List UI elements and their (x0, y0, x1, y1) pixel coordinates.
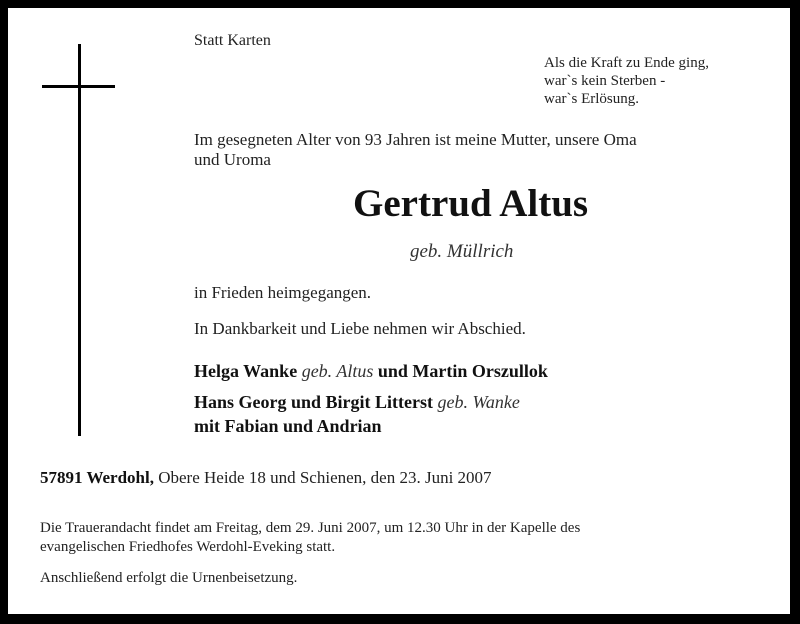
mourner-name: Helga Wanke (194, 361, 298, 381)
quote-line: war`s Erlösung. (544, 91, 639, 107)
mourner-line-1 (194, 359, 548, 383)
quote-line: war`s kein Sterben - (544, 73, 666, 89)
intro-text (194, 130, 637, 170)
mourner-rest: und Martin Orszullok (377, 361, 548, 381)
quote-block (544, 54, 709, 108)
mourner-name: Hans Georg und Birgit Litterst (194, 392, 433, 412)
obituary-notice (8, 8, 790, 614)
header-statt-karten: Statt Karten (194, 32, 271, 49)
location-city: 57891 Werdohl, (40, 468, 154, 487)
location-rest: Obere Heide 18 und Schienen, den 23. Juni 2007 (158, 468, 492, 487)
service-line: evangelischen Friedhofes Werdohl-Eveking statt. (40, 539, 336, 555)
mourner-line-2 (194, 390, 520, 414)
quote-line: Als die Kraft zu Ende ging, (544, 55, 709, 71)
cross-vertical-bar (78, 44, 81, 436)
intro-line: Im gesegneten Alter von 93 Jahren ist meine Mutter, unsere Oma (194, 130, 637, 149)
service-line: Die Trauerandacht findet am Freitag, dem 29. Juni 2007, um 12.30 Uhr in der Kapelle des (40, 520, 581, 536)
mourner-nee: geb. Altus (301, 361, 374, 381)
service-info (40, 519, 580, 557)
deceased-name: Gertrud Altus (353, 182, 589, 225)
location-date (40, 468, 492, 488)
maiden-name: geb. Müllrich (410, 241, 514, 262)
passed-text: in Frieden heimgegangen. (194, 283, 372, 302)
intro-line: und Uroma (194, 150, 271, 169)
cross-horizontal-bar (42, 85, 115, 88)
farewell-text: In Dankbarkeit und Liebe nehmen wir Abschied. (194, 319, 526, 338)
burial-info: Anschließend erfolgt die Urnenbeisetzung. (40, 570, 298, 586)
mourner-nee: geb. Wanke (437, 392, 520, 412)
mourner-line-3: mit Fabian und Andrian (194, 416, 382, 436)
